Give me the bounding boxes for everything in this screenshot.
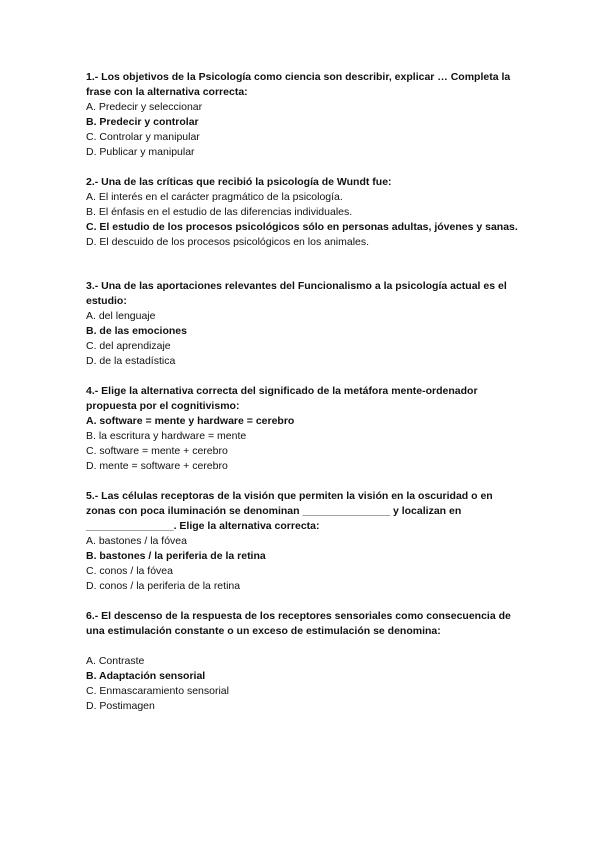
option-c: C. del aprendizaje <box>86 340 171 352</box>
option-c: C. software = mente + cerebro <box>86 445 228 457</box>
option-b: B. bastones / la periferia de la retina <box>86 550 266 562</box>
option-d: D. conos / la periferia de la retina <box>86 580 241 592</box>
option-c: C. Enmascaramiento sensorial <box>86 685 229 697</box>
option-d: D. Postimagen <box>86 700 155 712</box>
question-stem: 1.- Los objetivos de la Psicología como ciencia son describir, explicar … Completa la frase con la alternativa correcta: <box>86 71 511 98</box>
options-list <box>86 534 516 594</box>
question-1 <box>86 70 516 160</box>
question-3 <box>86 279 516 369</box>
option-a: A. El interés en el carácter pragmático de la psicología. <box>86 191 343 203</box>
option-d: D. El descuido de los procesos psicológicos en los animales. <box>86 236 370 248</box>
option-a: A. Contraste <box>86 655 145 667</box>
option-b: B. Predecir y controlar <box>86 116 199 128</box>
exam-page <box>86 70 516 714</box>
option-c: C. Controlar y manipular <box>86 131 200 143</box>
option-d: D. de la estadística <box>86 355 176 367</box>
question-stem: 2.- Una de las críticas que recibió la psicología de Wundt fue: <box>86 176 392 188</box>
question-stem: 4.- Elige la alternativa correcta del significado de la metáfora mente-ordenador propuesta por el cognitivismo: <box>86 385 478 412</box>
option-c: C. conos / la fóvea <box>86 565 173 577</box>
question-6 <box>86 609 516 714</box>
option-d: D. Publicar y manipular <box>86 146 195 158</box>
options-list <box>86 309 516 369</box>
option-a: A. Predecir y seleccionar <box>86 101 203 113</box>
question-stem: 6.- El descenso de la respuesta de los receptores sensoriales como consecuencia de una estimulación constante o un exceso de estimulación se denomina: <box>86 610 511 637</box>
option-a: A. software = mente y hardware = cerebro <box>86 415 295 427</box>
options-list <box>86 414 516 474</box>
question-4 <box>86 384 516 474</box>
question-stem: 3.- Una de las aportaciones relevantes del Funcionalismo a la psicología actual es el estudio: <box>86 280 507 307</box>
option-b: B. El énfasis en el estudio de las diferencias individuales. <box>86 206 353 218</box>
option-b: B. de las emociones <box>86 325 187 337</box>
option-d: D. mente = software + cerebro <box>86 460 228 472</box>
option-b: B. Adaptación sensorial <box>86 670 206 682</box>
option-a: A. bastones / la fóvea <box>86 535 187 547</box>
question-stem: 5.- Las células receptoras de la visión que permiten la visión en la oscuridad o en zonas con poca iluminación se denominan _______________ y localizan en _______________. Elige la alternativa correcta: <box>86 490 493 532</box>
question-2 <box>86 175 516 250</box>
options-list <box>86 654 516 714</box>
option-b: B. la escritura y hardware = mente <box>86 430 247 442</box>
option-c: C. El estudio de los procesos psicológicos sólo en personas adultas, jóvenes y sanas. <box>86 221 518 233</box>
options-list <box>86 100 516 160</box>
options-list <box>86 190 516 250</box>
option-a: A. del lenguaje <box>86 310 156 322</box>
question-5 <box>86 489 516 594</box>
